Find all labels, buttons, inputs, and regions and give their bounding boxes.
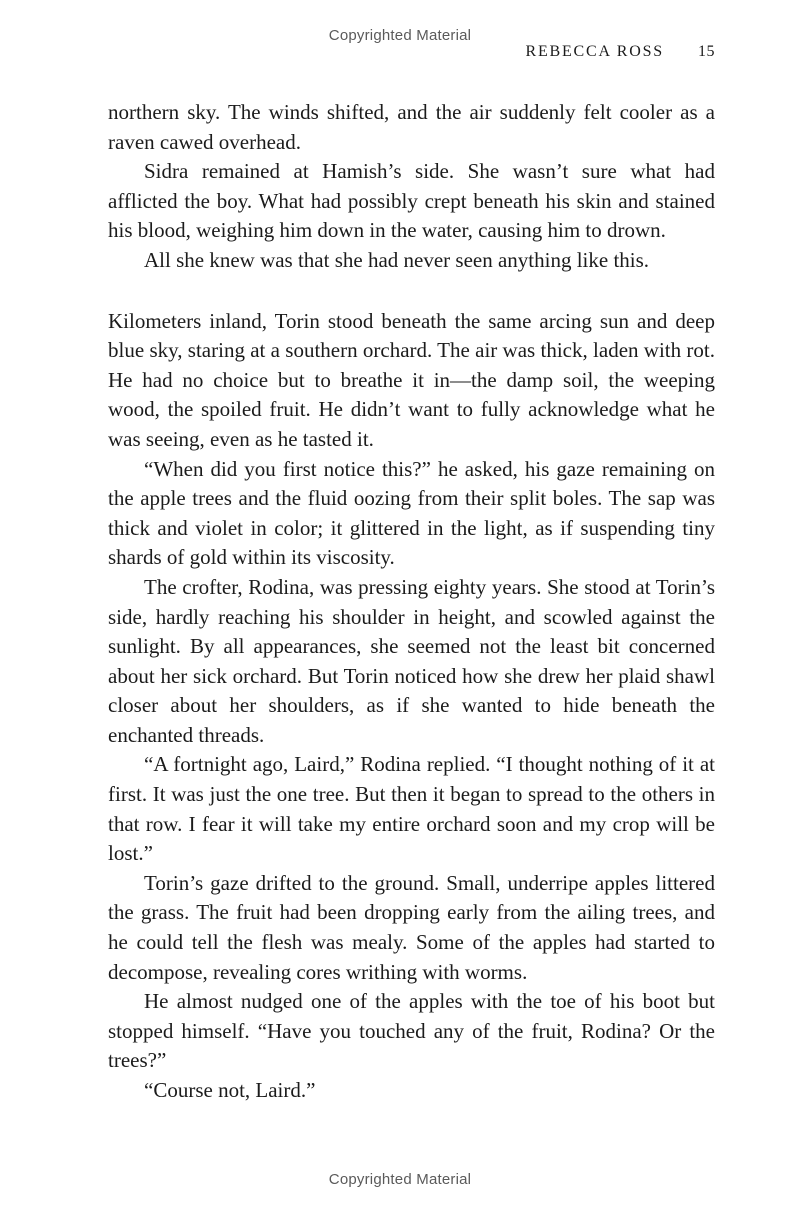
paragraph: The crofter, Rodina, was pressing eighty years. She stood at Torin’s side, hardly reaching his shoulder in height, and scowled against the sunlight. By all appearances, she seemed not the least bit concerned about her sick orchard. But Torin noticed how she drew her plaid shawl closer about her shoulders, as if she wanted to hide beneath the enchanted threads. bbox=[108, 574, 715, 747]
paragraph: Torin’s gaze drifted to the ground. Small, underripe apples littered the grass. The fruit had been dropping early from the ailing trees, and he could tell the flesh was mealy. Some of the apples had started to decompose, revealing cores writhing with worms. bbox=[108, 870, 715, 984]
page-number: 15 bbox=[698, 43, 715, 60]
body-text bbox=[108, 98, 715, 1106]
running-head bbox=[0, 43, 715, 61]
paragraph: Sidra remained at Hamish’s side. She wasn’t sure what had afflicted the boy. What had possibly crept beneath his skin and stained his blood, weighing him down in the water, causing him to drown. bbox=[108, 159, 715, 243]
paragraph: northern sky. The winds shifted, and the air suddenly felt cooler as a raven cawed overhead. bbox=[108, 100, 715, 154]
paragraph: He almost nudged one of the apples with the toe of his boot but stopped himself. “Have you touched any of the fruit, Rodina? Or the trees?” bbox=[108, 989, 715, 1073]
copyright-watermark-top: Copyrighted Material bbox=[328, 27, 472, 44]
paragraph: Kilometers inland, Torin stood beneath the same arcing sun and deep blue sky, staring at a southern orchard. The air was thick, laden with rot. He had no choice but to breathe it in—the damp soil, the weeping wood, the spoiled fruit. He didn’t want to fully acknowledge what he was seeing, even as he tasted it. bbox=[108, 308, 715, 451]
author-name: REBECCA ROSS bbox=[525, 43, 664, 60]
paragraph: “When did you first notice this?” he asked, his gaze remaining on the apple trees and the fluid oozing from their split boles. The sap was thick and violet in color; it glittered in the light, as if suspending tiny shards of gold within its viscosity. bbox=[108, 456, 715, 570]
copyright-watermark-bottom: Copyrighted Material bbox=[328, 1171, 472, 1188]
paragraph: “A fortnight ago, Laird,” Rodina replied. “I thought nothing of it at first. It was just the one tree. But then it began to spread to the others in that row. I fear it will take my entire orchard soon and my crop will be lost.” bbox=[108, 752, 715, 866]
paragraph: All she knew was that she had never seen anything like this. bbox=[144, 247, 650, 272]
scene-break bbox=[108, 276, 715, 307]
paragraph: “Course not, Laird.” bbox=[144, 1078, 316, 1102]
